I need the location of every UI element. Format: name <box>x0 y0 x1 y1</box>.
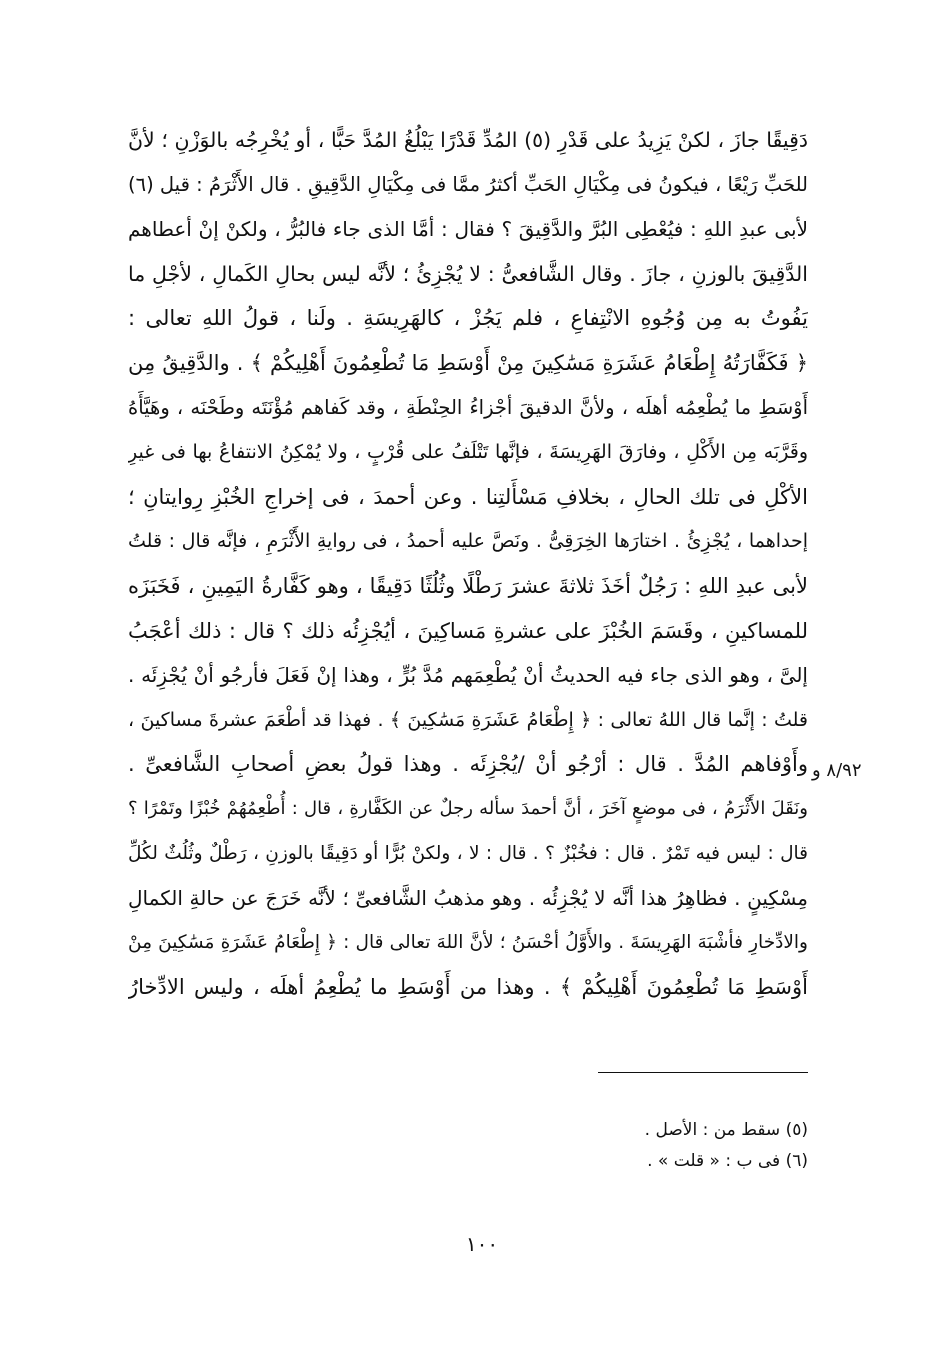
main-text-block <box>128 118 808 1010</box>
text-line: إلىَّ ، وهو الذى جاء فيه الحديثُ أنْ يُطْعِمَهم مُدَّ بُرٍّ ، وهذا إنْ فَعَلَ فأرجُو أنْ يُجْزِئَه . <box>128 663 808 688</box>
text-line: أَوْسَطِ ما يُطْعِمُه أهلَه ، ولأنَّ الدقيقَ أجْزاءُ الحِنْطَةِ ، وقد كَفاهم مُؤْنَتَه وطَحْنَه ، وهَيَّأَهُ <box>128 395 808 419</box>
text-line: قلتُ : إنَّما قال اللهُ تعالى : ﴿ إِطْعَامُ عَشَرَةِ مَسَٰكِينَ ﴾ . فهذا قد أطْعَمَ عشرةَ مساكينَ ، <box>128 708 808 731</box>
text-line: يَفُوتُ به مِن وُجُوهِ الانْتِفاعِ ، فلم يَجُزْ ، كالهَرِيسَةِ . ولَنا ، قولُ اللهِ تعالى : <box>128 306 808 331</box>
text-line: إحداهما ، يُجْزِئُ . اختارَها الخِرَقِىُّ . ونَصَّ عليه أحمدُ ، فى روايةِ الأَثْرَمِ ، فإنَّه قال : قلتُ <box>128 530 808 553</box>
text-line: وأَوْفاهم المُدَّ . قال : أرْجُو أنْ /يُجْزِئَه . وهذا قولُ بعضِ أصحابِ الشَّافعىِّ . <box>128 752 808 777</box>
text-line: دَقِيقًا جازَ ، لكنْ يَزِيدُ على قَدْرِ (٥) المُدِّ قَدْرًا يَبْلُغُ المُدَّ حَبًّا ، أو يُخْرِجُه بالوَزْنِ ؛ لأنَّ <box>128 128 808 152</box>
text-line: الأكْلِ فى تلك الحالِ ، بخلافِ مَسْأَلتِنا . وعن أحمدَ ، فى إخراجِ الخُبْزِ رِوايتانِ ؛ <box>128 484 808 509</box>
text-line: ونَقَلَ الأَثْرَمُ ، فى موضعٍ آخَرَ ، أنَّ أحمدَ سأله رجلٌ عن الكَفَّارةِ ، قال : أُطْعِمُهُمْ خُبْزًا وتَمْرًا ؟ <box>128 797 808 819</box>
text-line: للحَبِّ رَيْعًا ، فيكونُ فى مِكْيَالِ الحَبِّ أكثرُ ممَّا فى مِكْيَالِ الدَّقِيقِ . قال الأَثْرَمُ : قيل (٦) <box>128 172 808 196</box>
footnote: (٦) فى ب : « قلت » . <box>647 1151 808 1171</box>
footnote-separator <box>598 1072 808 1073</box>
page-number: ١٠٠ <box>465 1232 499 1256</box>
text-line: ﴿ فَكَفَّارَتُهُ إِطْعَامُ عَشَرَةِ مَسَٰكِينَ مِنْ أَوْسَطِ مَا تُطْعِمُونَ أَهْلِيكُمْ ﴾ . والدَّقِيقُ مِن <box>128 350 808 375</box>
text-line: لأبى عبدِ اللهِ : رَجُلٌ أخَذَ ثلاثةَ عشرَ رَطْلًا وثُلُثًا دَقِيقًا ، وهو كَفَّارةُ اليَمِينِ ، فَخَبَزَه <box>128 573 808 598</box>
margin-folio-note: ٨/٩٢ و <box>812 760 862 781</box>
footnotes-block <box>400 1115 808 1177</box>
footnote: (٥) سقط من : الأصل . <box>644 1120 808 1140</box>
text-line: مِسْكِينٍ . فظاهِرُ هذا أنَّه لا يُجْزِئُه . وهو مذهبُ الشَّافعىِّ ؛ لأنَّه خَرَجَ عن حالةِ الكمالِ <box>128 886 808 911</box>
text-line: قال : ليس فيه تَمْرٌ . قال : فخُبْزٌ ؟ . قال : لا ، ولكنْ بُرًّا أو دَقِيقًا بالوزنِ ، رَطْلٌ وثُلُثٌ لكُلِّ <box>128 842 808 864</box>
text-line: وقَرَّبَه مِن الأَكْلِ ، وفارَقَ الهَرِيسَةَ ، فإنَّها تَتْلَفُ على قُرْبٍ ، ولا يُمْكِنُ الانتفاعُ بها فى غيرِ <box>128 441 808 464</box>
text-line: الدَّقِيقَ بالوزنِ ، جازَ . وقال الشَّافعىُّ : لا يُجْزِئُ ؛ لأنَّه ليس بحالِ الكَمالِ ، لأجْلِ ما <box>128 261 808 286</box>
text-line: والادِّخارِ فأشْبَهَ الهَرِيسَةَ . والأَوَّلُ أحْسَنُ ؛ لأنَّ اللهَ تعالى قال : ﴿ إِطْعَامُ عَشَرَةِ مَسَٰكِينَ مِنْ <box>128 931 808 953</box>
text-line: لأبى عبدِ اللهِ : فيُعْطِى البُرَّ والدَّقِيقَ ؟ فقال : أمَّا الذى جاء فالبُرُّ ، ولكنْ إنْ أعطاهم <box>128 217 808 242</box>
text-line: أَوْسَطِ مَا تُطْعِمُونَ أَهْلِيكُمْ ﴾ . وهذا من أَوْسَطِ ما يُطْعِمُ أهلَه ، وليس الادِّخارُ <box>128 975 808 1000</box>
text-line: للمساكينِ ، وقَسَمَ الخُبْزَ على عشرةِ مَساكِينَ ، أيُجْزِئُه ذلك ؟ قال : ذلك أعْجَبُ <box>128 618 808 643</box>
